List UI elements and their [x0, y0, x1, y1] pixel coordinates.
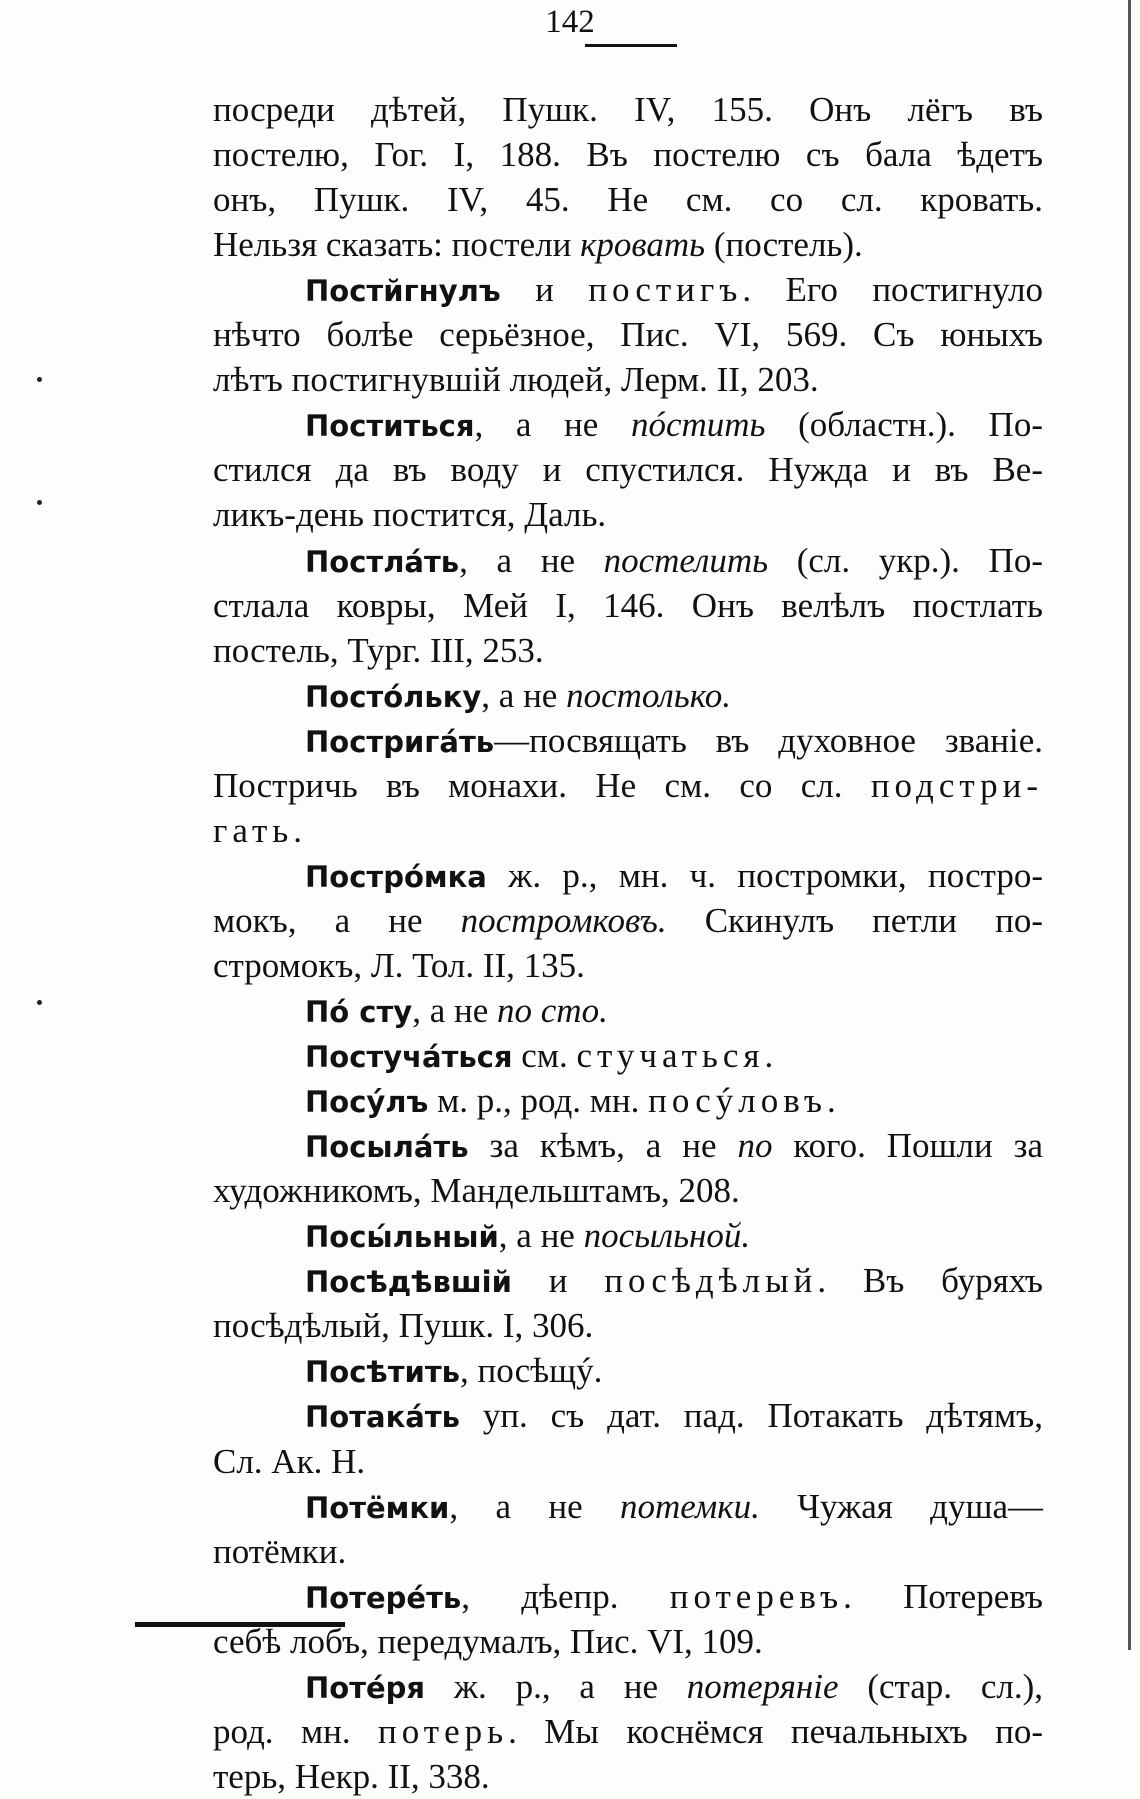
headword: Пострóмка: [305, 860, 487, 894]
text-run: Постричь въ монахи. Не см. со сл.: [213, 766, 871, 805]
text-run: стромокъ, Л. Тол. II, 135.: [213, 946, 585, 985]
text-line: [213, 133, 1043, 177]
text-run: лѣтъ постигнувшій людей, Лерм. II, 203.: [213, 360, 819, 399]
text-line: [305, 1485, 1043, 1529]
italic-form: постелить: [603, 541, 769, 580]
text-line: [305, 403, 1043, 447]
text-run: себѣ лобъ, передумалъ, Пис. VI, 109.: [213, 1622, 763, 1661]
spaced-term: стучаться: [576, 1036, 765, 1075]
scan-edge-line: [1128, 0, 1131, 1650]
headword: Потёмки: [305, 1491, 450, 1525]
italic-form: потеряніе: [686, 1667, 839, 1706]
spaced-term: потеревъ: [669, 1577, 844, 1616]
page-number-underline: [585, 44, 677, 47]
text-line: [305, 989, 1043, 1033]
text-run: и: [500, 270, 589, 309]
text-line: [213, 1530, 1043, 1574]
text-line: [213, 809, 1043, 853]
text-line: [213, 448, 1043, 492]
headword: Потéря: [305, 1671, 426, 1705]
text-line: [305, 1214, 1043, 1258]
text-line: [305, 1394, 1043, 1438]
text-line: [305, 1124, 1043, 1168]
text-run: терь, Некр. II, 338.: [213, 1757, 490, 1796]
text-line: [213, 1710, 1043, 1754]
text-run: постель, Тург. III, 253.: [213, 631, 544, 670]
text-line: [213, 584, 1043, 628]
text-run: , а не: [474, 405, 631, 444]
text-line: [213, 764, 1043, 808]
headword: Потерéть: [305, 1581, 462, 1615]
headword: Потакáть: [305, 1400, 460, 1434]
text-run: постелю, Гог. I, 188. Въ постелю съ бала ѣдетъ: [213, 135, 1043, 174]
text-run: потёмки.: [213, 1532, 347, 1571]
text-line: [305, 1665, 1043, 1709]
headword: Постлáть: [305, 545, 460, 579]
text-run: , а не: [498, 1216, 584, 1255]
text-line: [213, 1755, 1043, 1799]
text-run: . Въ буряхъ: [817, 1261, 1043, 1300]
headword: Постйгнулъ: [305, 274, 501, 308]
text-line: [213, 899, 1043, 943]
text-run: и: [511, 1261, 605, 1300]
headword: Посылáть: [305, 1130, 469, 1164]
text-line: [213, 944, 1043, 988]
text-run: . Потеревъ: [843, 1577, 1044, 1616]
text-run: м. р., род. мн.: [428, 1081, 649, 1120]
headword: Поститься: [305, 409, 475, 443]
text-line: [213, 1304, 1043, 1348]
text-run: (сл. укр.). По-: [768, 541, 1043, 580]
text-line: [305, 1575, 1043, 1619]
text-run: мокъ, а не: [213, 901, 461, 940]
headword: Постригáть: [305, 725, 495, 759]
headword: Посýлъ: [305, 1085, 429, 1119]
text-run: , а не: [459, 541, 604, 580]
text-run: нѣчто болѣе серьёзное, Пис. VI, 569. Съ юныхъ: [213, 315, 1043, 354]
text-run: ж. р., а не: [425, 1667, 687, 1706]
text-run: художникомъ, Мандельштамъ, 208.: [213, 1171, 740, 1210]
text-run: Скинулъ петли по-: [666, 901, 1043, 940]
text-line: [213, 629, 1043, 673]
text-line: [305, 539, 1043, 583]
text-line: [305, 1079, 1043, 1123]
italic-form: постромковъ.: [460, 901, 667, 940]
text-line: [305, 268, 1043, 312]
text-line: [213, 1440, 1043, 1484]
text-run: , а не: [481, 676, 567, 715]
headword: Посѣдѣвшій: [305, 1265, 512, 1299]
text-line: [213, 1620, 1043, 1664]
text-run: (постель).: [705, 225, 863, 264]
text-line: [305, 1349, 1043, 1393]
text-run: .: [293, 811, 302, 850]
text-run: (областн.). По-: [765, 405, 1043, 444]
spaced-term: посѣдѣлый: [604, 1261, 818, 1300]
spaced-term: посýловъ: [648, 1081, 828, 1120]
italic-form: пóстить: [630, 405, 766, 444]
text-run: стился да въ воду и спустился. Нужда и въ Ве-: [213, 450, 1043, 489]
text-run: (стар. сл.),: [838, 1667, 1043, 1706]
scan-speck: [37, 377, 42, 382]
text-run: см.: [512, 1036, 577, 1075]
text-run: онъ, Пушк. IV, 45. Не см. со сл. кровать.: [213, 180, 1043, 219]
text-run: Сл. Ак. Н.: [213, 1442, 366, 1481]
spaced-term: постигъ: [588, 270, 743, 309]
headword: Пó сту: [305, 995, 413, 1029]
text-line: [213, 1169, 1043, 1213]
italic-form: потемки.: [619, 1487, 760, 1526]
text-run: . Его постигнуло: [742, 270, 1044, 309]
text-run: .: [764, 1036, 774, 1075]
text-run: кого. Пошли за: [772, 1126, 1043, 1165]
text-line: [305, 719, 1043, 763]
text-run: ликъ-день постится, Даль.: [213, 495, 607, 534]
text-run: посѣдѣлый, Пушк. I, 306.: [213, 1306, 594, 1345]
headword: Посѣтить: [305, 1355, 460, 1389]
spaced-term: гать: [213, 811, 294, 850]
text-run: род. мн.: [213, 1712, 379, 1751]
text-line: [213, 178, 1043, 222]
headword: Посы́льный: [305, 1220, 499, 1254]
headword: Постóльку: [305, 680, 482, 714]
spaced-term: потерь: [378, 1712, 509, 1751]
text-line: [305, 1259, 1043, 1303]
italic-form: по: [737, 1126, 773, 1165]
scan-speck: [37, 1000, 42, 1005]
text-line: [213, 88, 1043, 132]
italic-form: кровать: [580, 225, 706, 264]
italic-form: постолько.: [566, 676, 732, 715]
text-line: [213, 223, 1043, 267]
scan-speck: [37, 500, 42, 505]
text-run: .: [827, 1081, 836, 1120]
text-line: [305, 854, 1043, 898]
italic-form: по сто.: [497, 991, 608, 1030]
text-run: посреди дѣтей, Пушк. IV, 155. Онъ лёгъ въ: [213, 90, 1043, 129]
text-run: —посвящать въ духовное званіе.: [494, 721, 1043, 760]
text-run: , посѣщý.: [460, 1351, 603, 1390]
text-run: , а не: [412, 991, 498, 1030]
page-number: 142: [545, 4, 595, 40]
text-run: за кѣмъ, а не: [468, 1126, 738, 1165]
text-run: , а не: [449, 1487, 620, 1526]
text-run: . Мы коснёмся печальныхъ по-: [508, 1712, 1044, 1751]
italic-form: посыльной.: [583, 1216, 751, 1255]
text-run: , дѣепр.: [461, 1577, 670, 1616]
text-run: Чужая душа—: [759, 1487, 1043, 1526]
text-line: [213, 313, 1043, 357]
text-run: стлала ковры, Мей I, 146. Онъ велѣлъ постлать: [213, 586, 1043, 625]
text-run: ж. р., мн. ч. постромки, постро-: [486, 856, 1043, 895]
spaced-term: подстри-: [870, 766, 1043, 805]
text-line: [305, 674, 1043, 718]
text-line: [305, 1034, 1043, 1078]
text-line: [213, 493, 1043, 537]
text-run: Нельзя сказать: постели: [213, 225, 581, 264]
text-run: уп. съ дат. пад. Потакать дѣтямъ,: [459, 1396, 1043, 1435]
headword: Постучáться: [305, 1040, 513, 1074]
text-line: [213, 358, 1043, 402]
